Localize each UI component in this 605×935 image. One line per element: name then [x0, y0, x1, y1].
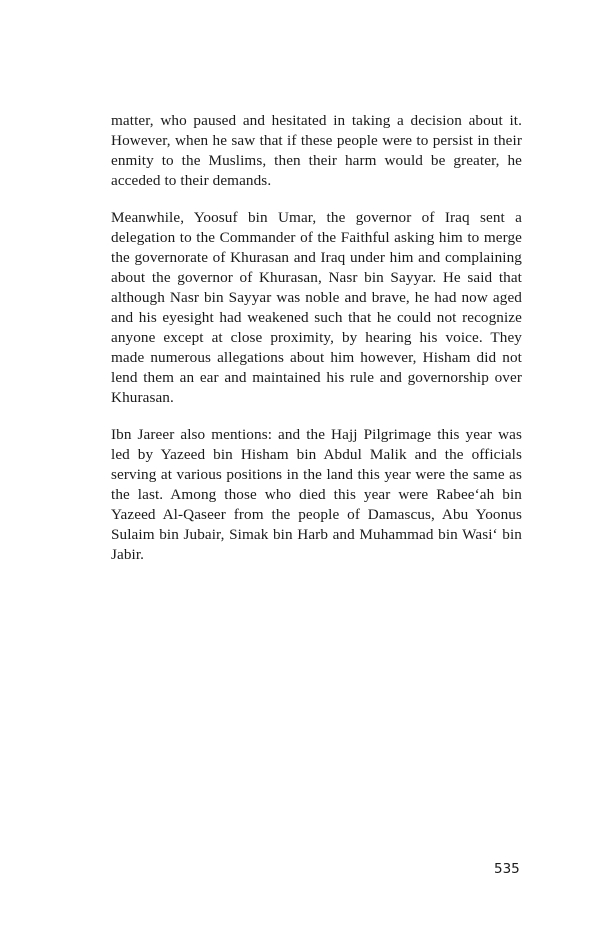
- paragraph-yoosuf-delegation: Meanwhile, Yoosuf bin Umar, the governor of Iraq sent a delegation to the Commander of the Faithful asking him to merge the governorate of Khurasan and Iraq under him and complaining about the governor of Khurasan, Nasr bin Sayyar. He said that although Nasr bin Sayyar was noble and brave, he had now aged and his eyesight had weakened such that he could not recognize anyone except at close proximity, by hearing his voice. They made numerous allegations about him however, Hisham did not lend them an ear and maintained his rule and governorship over Khurasan.: [111, 209, 522, 406]
- page-number: 535: [494, 861, 520, 877]
- paragraph-ibn-jareer: Ibn Jareer also mentions: and the Hajj Pilgrimage this year was led by Yazeed bin Hisham bin Abdul Malik and the officials serving at various positions in the land this year were the same as the last. Among those who died this year were Rabee‘ah bin Yazeed Al-Qaseer from the people of Damascus, Abu Yoonus Sulaim bin Jubair, Simak bin Harb and Muhammad bin Wasi‘ bin Jabir.: [111, 426, 522, 563]
- paragraph-continuation: matter, who paused and hesitated in taking a decision about it. However, when he saw that if these people were to persist in their enmity to the Muslims, then their harm would be greater, he acceded to their demands.: [111, 112, 522, 189]
- body-text: [111, 111, 522, 582]
